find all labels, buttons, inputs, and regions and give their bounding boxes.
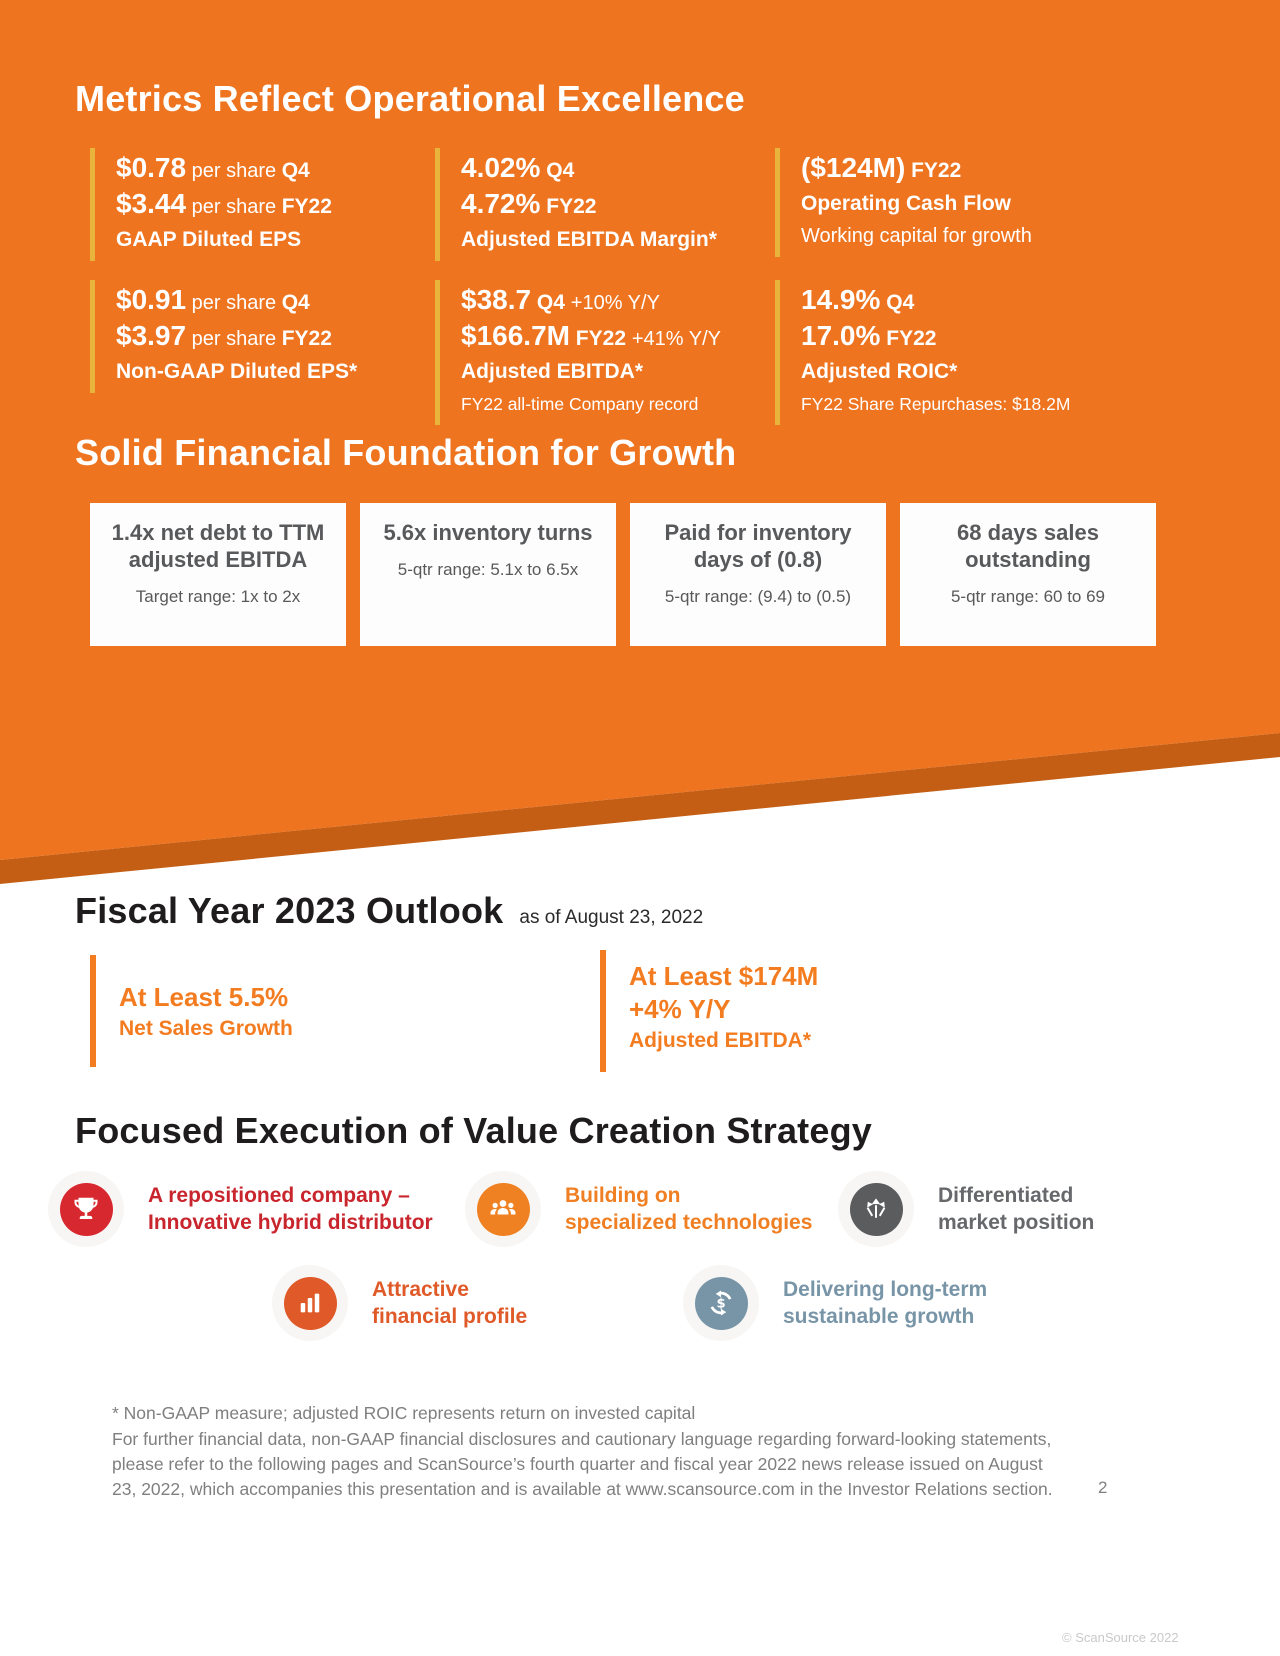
metric-text: per share [186,196,282,218]
bar-chart-icon [284,1277,337,1330]
strategy-section-title [75,1110,872,1152]
metric-text: +10% Y/Y [570,292,660,314]
metric-text: per share [186,160,282,182]
metric-text: Working capital for growth [801,225,1032,247]
icon-ring [683,1265,759,1341]
outlook-value: At Least $174M [629,961,819,991]
outlook-adjusted-ebitda [600,950,818,1072]
strategy-line: Innovative hybrid distributor [148,1211,433,1234]
strategy-item-specialized-tech [465,1171,812,1247]
metric-line [116,152,332,188]
metric-text: Q4 [281,291,310,314]
strategy-line: market position [938,1211,1095,1234]
metric-line [461,284,721,320]
metric-line [461,389,721,421]
metric-text: 14.9% [801,284,881,315]
metric-text: $3.44 [116,188,187,219]
card-title: Paid for inventory days of (0.8) [664,520,852,572]
metric-text: $0.78 [116,152,187,183]
metric-text: Q4 [540,159,575,182]
strategy-line: sustainable growth [783,1305,975,1328]
strategy-item-text [938,1182,1094,1236]
footnote-body: For further financial data, non-GAAP financial disclosures and cautionary language regarding forward-looking statements, please refer to the following pages and ScanSource’s fourth quarter and fiscal year 2022 news release issued on August 23, 2022, which accompanies this presentation and is available at www.scansource.com in the Investor Relations section. [112,1429,1053,1499]
strategy-item-repositioned [48,1171,433,1247]
card-inventory-turns [360,503,616,646]
outlook-net-sales-growth [90,955,293,1067]
metric-text: Adjusted ROIC* [801,360,958,383]
metric-text: Q4 [531,291,571,314]
card-subtitle: 5-qtr range: 60 to 69 [950,586,1106,606]
metric-line [461,320,721,356]
outlook-label: Net Sales Growth [119,1017,293,1040]
team-icon [477,1183,530,1236]
copyright-notice: © ScanSource 2022 [1062,1630,1179,1645]
strategy-item-sustainable-growth [683,1265,987,1341]
outlook-section-title [75,890,703,932]
outlook-as-of-date: as of August 23, 2022 [519,907,704,928]
card-subtitle: Target range: 1x to 2x [135,586,301,606]
foundation-cards-row [90,503,1156,646]
outlook-value: At Least 5.5% [119,982,289,1012]
strategy-item-text [565,1182,812,1236]
outlook-growth: +4% Y/Y [629,994,731,1024]
metric-text: FY22 all-time Company record [461,394,699,414]
metric-line [801,284,1070,320]
strategy-item-market-position [838,1171,1094,1247]
metric-text: ($124M) [801,152,906,183]
metric-text: per share [186,292,282,314]
metric-text: FY22 [281,327,332,350]
metric-text: 4.72% [461,188,541,219]
metric-text: $38.7 [461,284,532,315]
metric-non-gaap-diluted-eps [90,280,357,393]
metric-line [801,221,1032,253]
growth-arrows-icon [850,1183,903,1236]
metric-line [461,356,721,389]
metric-text: +41% Y/Y [631,328,721,350]
icon-ring [272,1265,348,1341]
card-days-sales-outstanding [900,503,1156,646]
footnote [112,1401,1060,1502]
strategy-title-text: Focused Execution of Value Creation Strategy [75,1110,872,1151]
icon-ring [465,1171,541,1247]
metric-text: FY22 [540,195,597,218]
metric-line [461,188,717,224]
metric-operating-cash-flow [775,148,1032,257]
metrics-section-title: Metrics Reflect Operational Excellence [75,78,745,119]
metric-line [801,152,1032,188]
metric-adjusted-roic [775,280,1070,425]
metric-text: FY22 [569,327,632,350]
page-number: 2 [1098,1478,1108,1497]
metric-text: Operating Cash Flow [801,192,1012,215]
strategy-line: Differentiated [938,1184,1074,1207]
metric-text: FY22 [281,195,332,218]
strategy-line: Delivering long-term [783,1278,988,1301]
metric-text: GAAP Diluted EPS [116,228,302,251]
metric-line [801,188,1032,221]
strategy-item-text [148,1182,433,1236]
card-subtitle: 5-qtr range: (9.4) to (0.5) [664,586,852,606]
metric-text: per share [186,328,282,350]
icon-ring [48,1171,124,1247]
strategy-item-text [372,1276,527,1330]
metric-adjusted-ebitda-margin [435,148,717,261]
card-paid-for-inventory [630,503,886,646]
metric-line [116,356,357,389]
metric-text: FY22 [880,327,937,350]
metric-line [461,152,717,188]
metric-text: FY22 [905,159,962,182]
strategy-line: financial profile [372,1305,528,1328]
strategy-item-text [783,1276,987,1330]
strategy-line: specialized technologies [565,1211,813,1234]
metric-line [461,224,717,257]
strategy-line: Building on [565,1184,681,1207]
footnote-line1: * Non-GAAP measure; adjusted ROIC represents return on invested capital [112,1403,696,1423]
metric-text: Adjusted EBITDA* [461,360,644,383]
card-net-debt [90,503,346,646]
outlook-label: Adjusted EBITDA* [629,1029,812,1052]
metric-line [116,188,332,224]
metric-adjusted-ebitda [435,280,721,425]
dollar-cycle-icon [695,1277,748,1330]
metric-gaap-diluted-eps [90,148,332,261]
metric-text: Adjusted EBITDA Margin* [461,228,717,251]
metric-text: Q4 [281,159,310,182]
icon-ring [838,1171,914,1247]
metric-line [801,389,1070,421]
metric-text: Non-GAAP Diluted EPS* [116,360,358,383]
metric-text: 4.02% [461,152,541,183]
card-title: 1.4x net debt to TTM adjusted EBITDA [111,520,325,572]
card-subtitle: 5-qtr range: 5.1x to 6.5x [397,559,579,579]
metric-text: $0.91 [116,284,187,315]
metric-line [801,320,1070,356]
strategy-line: A repositioned company – [148,1184,410,1207]
trophy-icon [60,1183,113,1236]
svg-text:$: $ [716,1296,726,1312]
metric-text: Q4 [880,291,915,314]
metric-line [801,356,1070,389]
card-title: 68 days sales outstanding [957,520,1099,572]
metric-line [116,320,357,356]
foundation-section-title: Solid Financial Foundation for Growth [75,432,737,473]
strategy-line: Attractive [372,1278,469,1301]
metric-text: FY22 Share Repurchases: $18.2M [801,394,1071,414]
metric-text: $166.7M [461,320,570,351]
metric-text: 17.0% [801,320,881,351]
metric-text: $3.97 [116,320,187,351]
metric-line [116,284,357,320]
card-title: 5.6x inventory turns [383,520,593,545]
metric-line [116,224,332,257]
strategy-item-financial-profile [272,1265,527,1341]
outlook-title-text: Fiscal Year 2023 Outlook [75,890,504,931]
